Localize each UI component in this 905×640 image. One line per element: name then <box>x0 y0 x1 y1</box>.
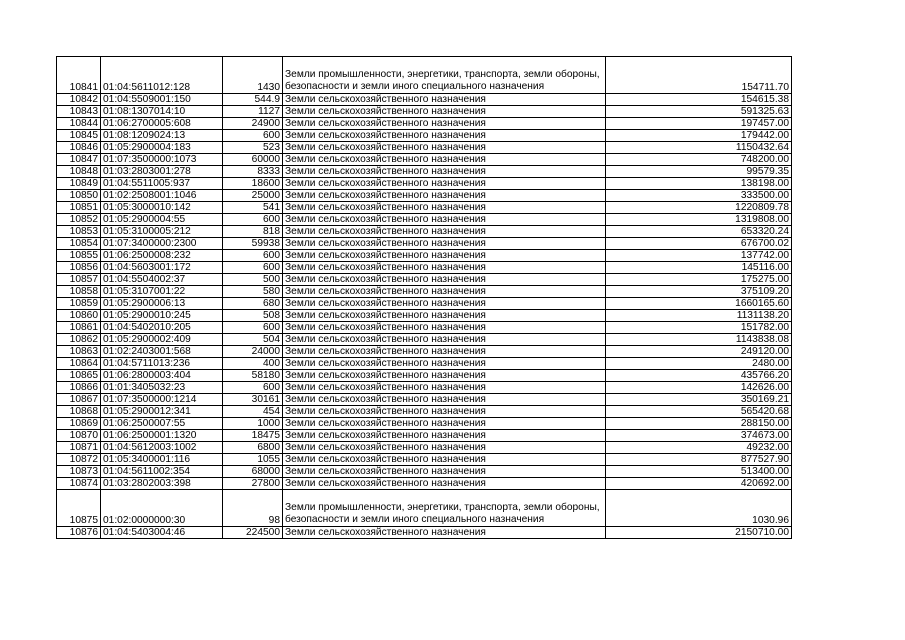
cadastral-value-cell: 748200.00 <box>606 154 792 166</box>
cadastral-number-cell: 01:04:5504002:37 <box>101 274 223 286</box>
land-category-cell: Земли сельскохозяйственного назначения <box>283 250 606 262</box>
cadastral-number-cell: 01:06:2500001:1320 <box>101 430 223 442</box>
table-row <box>57 190 792 202</box>
table-row <box>57 286 792 298</box>
row-number-cell: 10862 <box>57 334 101 346</box>
table-row <box>57 166 792 178</box>
land-category-cell: Земли сельскохозяйственного назначения <box>283 418 606 430</box>
area-cell: 18600 <box>223 178 283 190</box>
row-number-cell: 10875 <box>57 490 101 527</box>
cadastral-value-cell: 1660165.60 <box>606 298 792 310</box>
land-category-cell: Земли сельскохозяйственного назначения <box>283 118 606 130</box>
area-cell: 1055 <box>223 454 283 466</box>
cadastral-number-cell: 01:04:5509001:150 <box>101 94 223 106</box>
row-number-cell: 10876 <box>57 527 101 539</box>
cadastral-number-cell: 01:07:3500000:1073 <box>101 154 223 166</box>
row-number-cell: 10870 <box>57 430 101 442</box>
table-row <box>57 346 792 358</box>
table-row <box>57 262 792 274</box>
land-registry-table <box>56 56 792 539</box>
cadastral-value-cell: 591325.63 <box>606 106 792 118</box>
cadastral-value-cell: 49232.00 <box>606 442 792 454</box>
land-category-cell: Земли сельскохозяйственного назначения <box>283 466 606 478</box>
area-cell: 508 <box>223 310 283 322</box>
table-row <box>57 418 792 430</box>
cadastral-number-cell: 01:07:3500000:1214 <box>101 394 223 406</box>
land-category-cell: Земли сельскохозяйственного назначения <box>283 454 606 466</box>
cadastral-value-cell: 288150.00 <box>606 418 792 430</box>
cadastral-value-cell: 653320.24 <box>606 226 792 238</box>
land-category-cell: Земли сельскохозяйственного назначения <box>283 178 606 190</box>
row-number-cell: 10854 <box>57 238 101 250</box>
cadastral-value-cell: 175275.00 <box>606 274 792 286</box>
area-cell: 60000 <box>223 154 283 166</box>
table-row <box>57 298 792 310</box>
land-category-cell: Земли сельскохозяйственного назначения <box>283 334 606 346</box>
cadastral-value-cell: 154711.70 <box>606 57 792 94</box>
table-row <box>57 57 792 94</box>
cadastral-number-cell: 01:06:2700005:608 <box>101 118 223 130</box>
cadastral-value-cell: 1131138.20 <box>606 310 792 322</box>
cadastral-value-cell: 2480.00 <box>606 358 792 370</box>
cadastral-number-cell: 01:05:3400001:116 <box>101 454 223 466</box>
area-cell: 6800 <box>223 442 283 454</box>
row-number-cell: 10843 <box>57 106 101 118</box>
cadastral-number-cell: 01:04:5612003:1002 <box>101 442 223 454</box>
cadastral-number-cell: 01:04:5511005:937 <box>101 178 223 190</box>
area-cell: 1000 <box>223 418 283 430</box>
row-number-cell: 10865 <box>57 370 101 382</box>
row-number-cell: 10852 <box>57 214 101 226</box>
table-row <box>57 382 792 394</box>
cadastral-number-cell: 01:06:2500007:55 <box>101 418 223 430</box>
table-row <box>57 322 792 334</box>
table-row <box>57 238 792 250</box>
cadastral-number-cell: 01:05:2900004:183 <box>101 142 223 154</box>
cadastral-number-cell: 01:03:2802003:398 <box>101 478 223 490</box>
row-number-cell: 10859 <box>57 298 101 310</box>
area-cell: 1127 <box>223 106 283 118</box>
row-number-cell: 10847 <box>57 154 101 166</box>
table-row <box>57 466 792 478</box>
area-cell: 600 <box>223 322 283 334</box>
cadastral-number-cell: 01:02:2403001:568 <box>101 346 223 358</box>
table-row <box>57 454 792 466</box>
table-row <box>57 394 792 406</box>
cadastral-number-cell: 01:05:3000010:142 <box>101 202 223 214</box>
area-cell: 25000 <box>223 190 283 202</box>
cadastral-value-cell: 877527.90 <box>606 454 792 466</box>
cadastral-number-cell: 01:02:0000000:30 <box>101 490 223 527</box>
land-category-cell: Земли сельскохозяйственного назначения <box>283 430 606 442</box>
row-number-cell: 10845 <box>57 130 101 142</box>
land-category-cell: Земли сельскохозяйственного назначения <box>283 298 606 310</box>
cadastral-value-cell: 138198.00 <box>606 178 792 190</box>
land-category-cell: Земли сельскохозяйственного назначения <box>283 130 606 142</box>
area-cell: 500 <box>223 274 283 286</box>
row-number-cell: 10844 <box>57 118 101 130</box>
area-cell: 400 <box>223 358 283 370</box>
area-cell: 24000 <box>223 346 283 358</box>
cadastral-number-cell: 01:05:2900006:13 <box>101 298 223 310</box>
land-category-cell: Земли промышленности, энергетики, транспорта, земли обороны, безопасности и земли иного специального назначения <box>283 57 606 94</box>
row-number-cell: 10874 <box>57 478 101 490</box>
area-cell: 600 <box>223 214 283 226</box>
cadastral-number-cell: 01:05:3107001:22 <box>101 286 223 298</box>
table-row <box>57 527 792 539</box>
land-category-cell: Земли промышленности, энергетики, транспорта, земли обороны, безопасности и земли иного специального назначения <box>283 490 606 527</box>
row-number-cell: 10853 <box>57 226 101 238</box>
cadastral-value-cell: 154615.38 <box>606 94 792 106</box>
land-category-cell: Земли сельскохозяйственного назначения <box>283 478 606 490</box>
area-cell: 600 <box>223 250 283 262</box>
row-number-cell: 10842 <box>57 94 101 106</box>
land-category-cell: Земли сельскохозяйственного назначения <box>283 442 606 454</box>
land-category-cell: Земли сельскохозяйственного назначения <box>283 286 606 298</box>
cadastral-number-cell: 01:04:5611002:354 <box>101 466 223 478</box>
area-cell: 818 <box>223 226 283 238</box>
land-category-cell: Земли сельскохозяйственного назначения <box>283 226 606 238</box>
cadastral-value-cell: 676700.02 <box>606 238 792 250</box>
cadastral-number-cell: 01:04:5403004:46 <box>101 527 223 539</box>
land-category-cell: Земли сельскохозяйственного назначения <box>283 406 606 418</box>
cadastral-number-cell: 01:05:2900002:409 <box>101 334 223 346</box>
table-row <box>57 442 792 454</box>
cadastral-value-cell: 333500.00 <box>606 190 792 202</box>
cadastral-number-cell: 01:08:1307014:10 <box>101 106 223 118</box>
cadastral-number-cell: 01:05:2900004:55 <box>101 214 223 226</box>
area-cell: 68000 <box>223 466 283 478</box>
table-row <box>57 478 792 490</box>
row-number-cell: 10846 <box>57 142 101 154</box>
area-cell: 98 <box>223 490 283 527</box>
cadastral-value-cell: 197457.00 <box>606 118 792 130</box>
cadastral-value-cell: 420692.00 <box>606 478 792 490</box>
table-body <box>57 57 792 539</box>
table-row <box>57 106 792 118</box>
land-category-cell: Земли сельскохозяйственного назначения <box>283 154 606 166</box>
area-cell: 544.9 <box>223 94 283 106</box>
cadastral-number-cell: 01:08:1209024:13 <box>101 130 223 142</box>
land-category-cell: Земли сельскохозяйственного назначения <box>283 94 606 106</box>
land-category-cell: Земли сельскохозяйственного назначения <box>283 202 606 214</box>
area-cell: 523 <box>223 142 283 154</box>
area-cell: 600 <box>223 130 283 142</box>
row-number-cell: 10858 <box>57 286 101 298</box>
cadastral-number-cell: 01:04:5402010:205 <box>101 322 223 334</box>
cadastral-value-cell: 145116.00 <box>606 262 792 274</box>
table-row <box>57 370 792 382</box>
row-number-cell: 10857 <box>57 274 101 286</box>
table-row <box>57 94 792 106</box>
row-number-cell: 10872 <box>57 454 101 466</box>
area-cell: 27800 <box>223 478 283 490</box>
cadastral-value-cell: 375109.20 <box>606 286 792 298</box>
table-row <box>57 226 792 238</box>
cadastral-value-cell: 1143838.08 <box>606 334 792 346</box>
cadastral-value-cell: 2150710.00 <box>606 527 792 539</box>
row-number-cell: 10873 <box>57 466 101 478</box>
cadastral-value-cell: 179442.00 <box>606 130 792 142</box>
row-number-cell: 10860 <box>57 310 101 322</box>
cadastral-value-cell: 565420.68 <box>606 406 792 418</box>
table-row <box>57 214 792 226</box>
table-row <box>57 250 792 262</box>
land-category-cell: Земли сельскохозяйственного назначения <box>283 274 606 286</box>
table-row <box>57 130 792 142</box>
cadastral-value-cell: 513400.00 <box>606 466 792 478</box>
row-number-cell: 10841 <box>57 57 101 94</box>
land-category-cell: Земли сельскохозяйственного назначения <box>283 262 606 274</box>
land-category-cell: Земли сельскохозяйственного назначения <box>283 310 606 322</box>
cadastral-number-cell: 01:02:2508001:1046 <box>101 190 223 202</box>
table-row <box>57 142 792 154</box>
cadastral-number-cell: 01:04:5611012:128 <box>101 57 223 94</box>
table-row <box>57 310 792 322</box>
land-category-cell: Земли сельскохозяйственного назначения <box>283 346 606 358</box>
cadastral-value-cell: 249120.00 <box>606 346 792 358</box>
cadastral-value-cell: 1220809.78 <box>606 202 792 214</box>
land-category-cell: Земли сельскохозяйственного назначения <box>283 142 606 154</box>
area-cell: 18475 <box>223 430 283 442</box>
cadastral-number-cell: 01:03:2803001:278 <box>101 166 223 178</box>
land-category-cell: Земли сельскохозяйственного назначения <box>283 322 606 334</box>
area-cell: 8333 <box>223 166 283 178</box>
cadastral-value-cell: 1150432.64 <box>606 142 792 154</box>
cadastral-value-cell: 151782.00 <box>606 322 792 334</box>
land-category-cell: Земли сельскохозяйственного назначения <box>283 106 606 118</box>
area-cell: 224500 <box>223 527 283 539</box>
cadastral-value-cell: 137742.00 <box>606 250 792 262</box>
cadastral-value-cell: 1319808.00 <box>606 214 792 226</box>
land-category-cell: Земли сельскохозяйственного назначения <box>283 358 606 370</box>
row-number-cell: 10866 <box>57 382 101 394</box>
row-number-cell: 10851 <box>57 202 101 214</box>
table-row <box>57 154 792 166</box>
row-number-cell: 10861 <box>57 322 101 334</box>
area-cell: 24900 <box>223 118 283 130</box>
area-cell: 58180 <box>223 370 283 382</box>
table-row <box>57 118 792 130</box>
table-row <box>57 178 792 190</box>
area-cell: 600 <box>223 262 283 274</box>
area-cell: 600 <box>223 382 283 394</box>
row-number-cell: 10867 <box>57 394 101 406</box>
cadastral-value-cell: 99579.35 <box>606 166 792 178</box>
land-category-cell: Земли сельскохозяйственного назначения <box>283 214 606 226</box>
row-number-cell: 10849 <box>57 178 101 190</box>
cadastral-number-cell: 01:05:3100005:212 <box>101 226 223 238</box>
table-row <box>57 430 792 442</box>
table-row <box>57 202 792 214</box>
cadastral-value-cell: 142626.00 <box>606 382 792 394</box>
cadastral-number-cell: 01:07:3400000:2300 <box>101 238 223 250</box>
area-cell: 541 <box>223 202 283 214</box>
row-number-cell: 10864 <box>57 358 101 370</box>
area-cell: 504 <box>223 334 283 346</box>
cadastral-number-cell: 01:05:2900012:341 <box>101 406 223 418</box>
land-category-cell: Земли сельскохозяйственного назначения <box>283 394 606 406</box>
land-category-cell: Земли сельскохозяйственного назначения <box>283 190 606 202</box>
row-number-cell: 10856 <box>57 262 101 274</box>
table-row <box>57 406 792 418</box>
row-number-cell: 10871 <box>57 442 101 454</box>
cadastral-number-cell: 01:06:2500008:232 <box>101 250 223 262</box>
table-row <box>57 334 792 346</box>
cadastral-number-cell: 01:05:2900010:245 <box>101 310 223 322</box>
row-number-cell: 10868 <box>57 406 101 418</box>
cadastral-value-cell: 350169.21 <box>606 394 792 406</box>
land-category-cell: Земли сельскохозяйственного назначения <box>283 382 606 394</box>
cadastral-number-cell: 01:04:5711013:236 <box>101 358 223 370</box>
land-category-cell: Земли сельскохозяйственного назначения <box>283 238 606 250</box>
land-category-cell: Земли сельскохозяйственного назначения <box>283 166 606 178</box>
table-row <box>57 274 792 286</box>
area-cell: 454 <box>223 406 283 418</box>
land-category-cell: Земли сельскохозяйственного назначения <box>283 527 606 539</box>
area-cell: 580 <box>223 286 283 298</box>
table-row <box>57 358 792 370</box>
area-cell: 680 <box>223 298 283 310</box>
row-number-cell: 10863 <box>57 346 101 358</box>
area-cell: 1430 <box>223 57 283 94</box>
cadastral-number-cell: 01:04:5603001:172 <box>101 262 223 274</box>
table-row <box>57 490 792 527</box>
cadastral-number-cell: 01:01:3405032:23 <box>101 382 223 394</box>
area-cell: 30161 <box>223 394 283 406</box>
area-cell: 59938 <box>223 238 283 250</box>
cadastral-number-cell: 01:06:2800003:404 <box>101 370 223 382</box>
land-category-cell: Земли сельскохозяйственного назначения <box>283 370 606 382</box>
row-number-cell: 10848 <box>57 166 101 178</box>
row-number-cell: 10850 <box>57 190 101 202</box>
cadastral-value-cell: 374673.00 <box>606 430 792 442</box>
cadastral-value-cell: 435766.20 <box>606 370 792 382</box>
cadastral-value-cell: 1030.96 <box>606 490 792 527</box>
row-number-cell: 10869 <box>57 418 101 430</box>
row-number-cell: 10855 <box>57 250 101 262</box>
